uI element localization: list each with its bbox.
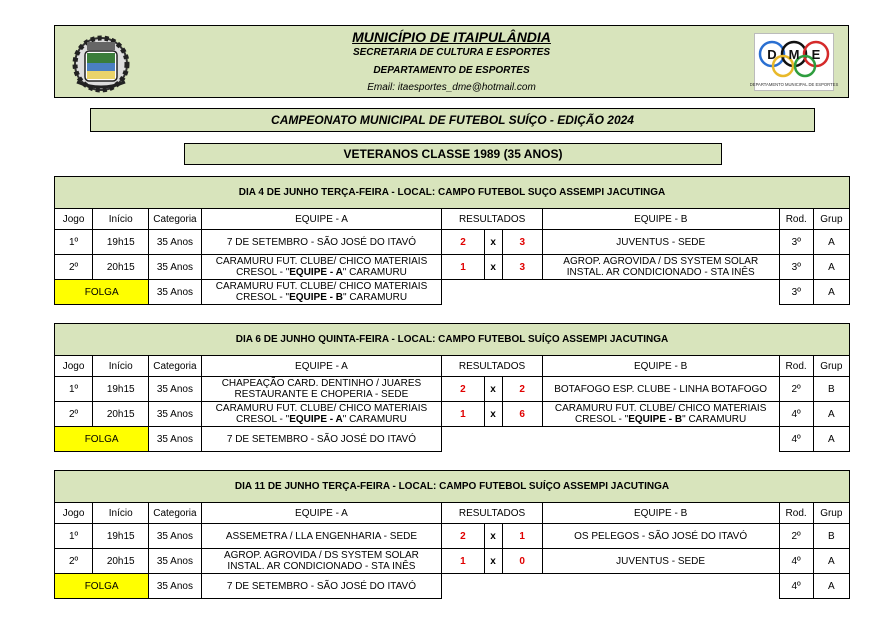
team-b-line1: JUVENTUS - SEDE (616, 236, 706, 248)
game-number: 2º (55, 402, 93, 427)
game-number: 1º (55, 377, 93, 402)
col-resultados: RESULTADOS (442, 209, 542, 230)
col-equipe-a: EQUIPE - A (201, 356, 442, 377)
col-rod: Rod. (779, 209, 813, 230)
bye-team-line1: CARAMURU FUT. CLUBE/ CHICO MATERIAIS (215, 281, 428, 292)
game-category: 35 Anos (149, 230, 201, 255)
bye-label: FOLGA (55, 427, 149, 452)
game-row (55, 402, 850, 427)
team-a (201, 524, 442, 549)
team-a (201, 549, 442, 574)
bye-empty-cell (442, 427, 779, 452)
col-equipe-b: EQUIPE - B (542, 356, 779, 377)
team-b (542, 549, 779, 574)
game-number: 2º (55, 549, 93, 574)
game-category: 35 Anos (149, 402, 201, 427)
score-team-b: 1 (502, 524, 542, 549)
secretariat-name: SECRETARIA DE CULTURA E ESPORTES (352, 47, 551, 58)
game-category: 35 Anos (149, 549, 201, 574)
score-separator: x (484, 255, 502, 280)
score-team-b: 0 (502, 549, 542, 574)
col-resultados: RESULTADOS (442, 503, 542, 524)
team-b-line1: BOTAFOGO ESP. CLUBE - LINHA BOTAFOGO (554, 383, 768, 395)
game-row (55, 255, 850, 280)
municipality-name: MUNICÍPIO DE ITAIPULÂNDIA (352, 29, 551, 45)
svg-text:M: M (788, 47, 800, 62)
championship-title: CAMPEONATO MUNICIPAL DE FUTEBOL SUÍÇO - EDIÇÃO 2024 (90, 108, 815, 132)
bye-group: A (813, 574, 849, 599)
team-b-line1: AGROP. AGROVIDA / DS SYSTEM SOLAR (563, 256, 759, 267)
col-inicio: Início (93, 209, 149, 230)
bye-row (55, 574, 850, 599)
bye-row (55, 280, 850, 305)
team-b (542, 255, 779, 280)
game-category: 35 Anos (149, 255, 201, 280)
score-team-a: 1 (442, 255, 484, 280)
team-b-line1: OS PELEGOS - SÃO JOSÉ DO ITAVÓ (574, 530, 748, 542)
col-jogo: Jogo (55, 356, 93, 377)
game-start-time: 20h15 (93, 402, 149, 427)
col-inicio: Início (93, 356, 149, 377)
score-team-b: 3 (502, 230, 542, 255)
game-group: A (813, 549, 849, 574)
col-grup: Grup (813, 503, 849, 524)
team-b (542, 230, 779, 255)
bye-label: FOLGA (55, 280, 149, 305)
game-row (55, 377, 850, 402)
bye-round: 3º (779, 280, 813, 305)
bye-category: 35 Anos (149, 427, 201, 452)
col-grup: Grup (813, 209, 849, 230)
game-start-time: 19h15 (93, 230, 149, 255)
bye-round: 4º (779, 574, 813, 599)
game-group: B (813, 377, 849, 402)
team-a-line1: AGROP. AGROVIDA / DS SYSTEM SOLAR (223, 550, 419, 561)
game-number: 1º (55, 230, 93, 255)
game-start-time: 20h15 (93, 549, 149, 574)
team-b-line1: CARAMURU FUT. CLUBE/ CHICO MATERIAIS (554, 403, 767, 414)
svg-text:D: D (767, 47, 777, 62)
game-start-time: 20h15 (93, 255, 149, 280)
col-rod: Rod. (779, 503, 813, 524)
team-a-line1: CARAMURU FUT. CLUBE/ CHICO MATERIAIS (215, 256, 428, 267)
team-a (201, 230, 442, 255)
bye-label: FOLGA (55, 574, 149, 599)
game-group: A (813, 255, 849, 280)
score-team-a: 2 (442, 230, 484, 255)
bye-team-line2: CRESOL - "EQUIPE - B" CARAMURU (235, 292, 408, 303)
team-b-line1: JUVENTUS - SEDE (616, 555, 706, 567)
day-title: DIA 11 DE JUNHO TERÇA-FEIRA - LOCAL: CAMPO FUTEBOL SUÍÇO ASSEMPI JACUTINGA (55, 471, 850, 503)
game-round: 4º (779, 549, 813, 574)
team-a (201, 377, 442, 402)
bye-team (201, 280, 442, 305)
game-start-time: 19h15 (93, 377, 149, 402)
game-round: 2º (779, 377, 813, 402)
score-separator: x (484, 402, 502, 427)
bye-round: 4º (779, 427, 813, 452)
score-team-a: 2 (442, 524, 484, 549)
bye-group: A (813, 280, 849, 305)
game-start-time: 19h15 (93, 524, 149, 549)
bye-team-line1: 7 DE SETEMBRO - SÃO JOSÉ DO ITAVÓ (226, 580, 416, 592)
game-row (55, 549, 850, 574)
day-title: DIA 6 DE JUNHO QUINTA-FEIRA - LOCAL: CAMPO FUTEBOL SUÍÇO ASSEMPI JACUTINGA (55, 324, 850, 356)
day-schedule-table (54, 176, 850, 305)
col-equipe-b: EQUIPE - B (542, 209, 779, 230)
bye-category: 35 Anos (149, 280, 201, 305)
svg-text:E: E (811, 47, 821, 62)
game-row (55, 524, 850, 549)
team-a-line1: 7 DE SETEMBRO - SÃO JOSÉ DO ITAVÓ (226, 236, 417, 248)
team-a-line1: CARAMURU FUT. CLUBE/ CHICO MATERIAIS (215, 403, 428, 414)
col-categoria: Categoria (149, 503, 201, 524)
game-round: 2º (779, 524, 813, 549)
game-category: 35 Anos (149, 524, 201, 549)
col-grup: Grup (813, 356, 849, 377)
bye-team (201, 427, 442, 452)
team-b (542, 402, 779, 427)
team-b-line2: CRESOL - "EQUIPE - B" CARAMURU (575, 414, 747, 425)
svg-text:DEPARTAMENTO MUNICIPAL DE ESPO: DEPARTAMENTO MUNICIPAL DE ESPORTES (749, 82, 839, 87)
day-schedule-table (54, 470, 850, 599)
score-separator: x (484, 524, 502, 549)
team-b-line2: INSTAL. AR CONDICIONADO - STA INÊS (566, 267, 755, 278)
col-equipe-a: EQUIPE - A (201, 503, 442, 524)
class-title: VETERANOS CLASSE 1989 (35 ANOS) (184, 143, 722, 165)
col-equipe-a: EQUIPE - A (201, 209, 442, 230)
team-a-line2: INSTAL. AR CONDICIONADO - STA INÊS (227, 561, 416, 572)
score-team-b: 3 (502, 255, 542, 280)
col-inicio: Início (93, 503, 149, 524)
score-team-b: 2 (502, 377, 542, 402)
score-team-a: 1 (442, 549, 484, 574)
bye-row (55, 427, 850, 452)
bye-empty-cell (442, 280, 779, 305)
team-a (201, 402, 442, 427)
team-a-line2: CRESOL - "EQUIPE - A" CARAMURU (236, 414, 407, 425)
col-rod: Rod. (779, 356, 813, 377)
game-group: A (813, 230, 849, 255)
score-team-b: 6 (502, 402, 542, 427)
team-a-line2: CRESOL - "EQUIPE - A" CARAMURU (236, 267, 407, 278)
col-equipe-b: EQUIPE - B (542, 503, 779, 524)
game-category: 35 Anos (149, 377, 201, 402)
team-b (542, 524, 779, 549)
day-title: DIA 4 DE JUNHO TERÇA-FEIRA - LOCAL: CAMPO FUTEBOL SUÇO ASSEMPI JACUTINGA (55, 177, 850, 209)
department-name: DEPARTAMENTO DE ESPORTES (373, 65, 530, 76)
department-email: Email: itaesportes_dme@hotmail.com (367, 82, 536, 93)
dme-rings-icon (749, 34, 839, 90)
game-round: 4º (779, 402, 813, 427)
team-a-line1: ASSEMETRA / LLA ENGENHARIA - SEDE (225, 530, 418, 542)
day-schedule-table (54, 323, 850, 452)
team-a (201, 255, 442, 280)
game-round: 3º (779, 255, 813, 280)
bye-category: 35 Anos (149, 574, 201, 599)
team-a-line2: RESTAURANTE E CHOPERIA - SEDE (234, 389, 409, 400)
game-number: 1º (55, 524, 93, 549)
bye-team (201, 574, 442, 599)
team-b (542, 377, 779, 402)
col-resultados: RESULTADOS (442, 356, 542, 377)
game-number: 2º (55, 255, 93, 280)
team-a-line1: CHAPEAÇÃO CARD. DENTINHO / JUARES (221, 378, 422, 389)
bye-team-line1: 7 DE SETEMBRO - SÃO JOSÉ DO ITAVÓ (226, 433, 416, 445)
dme-logo (749, 33, 839, 91)
bye-group: A (813, 427, 849, 452)
score-separator: x (484, 377, 502, 402)
col-categoria: Categoria (149, 209, 201, 230)
score-separator: x (484, 549, 502, 574)
bye-empty-cell (442, 574, 779, 599)
score-team-a: 2 (442, 377, 484, 402)
game-group: A (813, 402, 849, 427)
score-separator: x (484, 230, 502, 255)
col-jogo: Jogo (55, 209, 93, 230)
game-round: 3º (779, 230, 813, 255)
header-box (54, 25, 849, 98)
col-categoria: Categoria (149, 356, 201, 377)
score-team-a: 1 (442, 402, 484, 427)
game-group: B (813, 524, 849, 549)
game-row (55, 230, 850, 255)
col-jogo: Jogo (55, 503, 93, 524)
